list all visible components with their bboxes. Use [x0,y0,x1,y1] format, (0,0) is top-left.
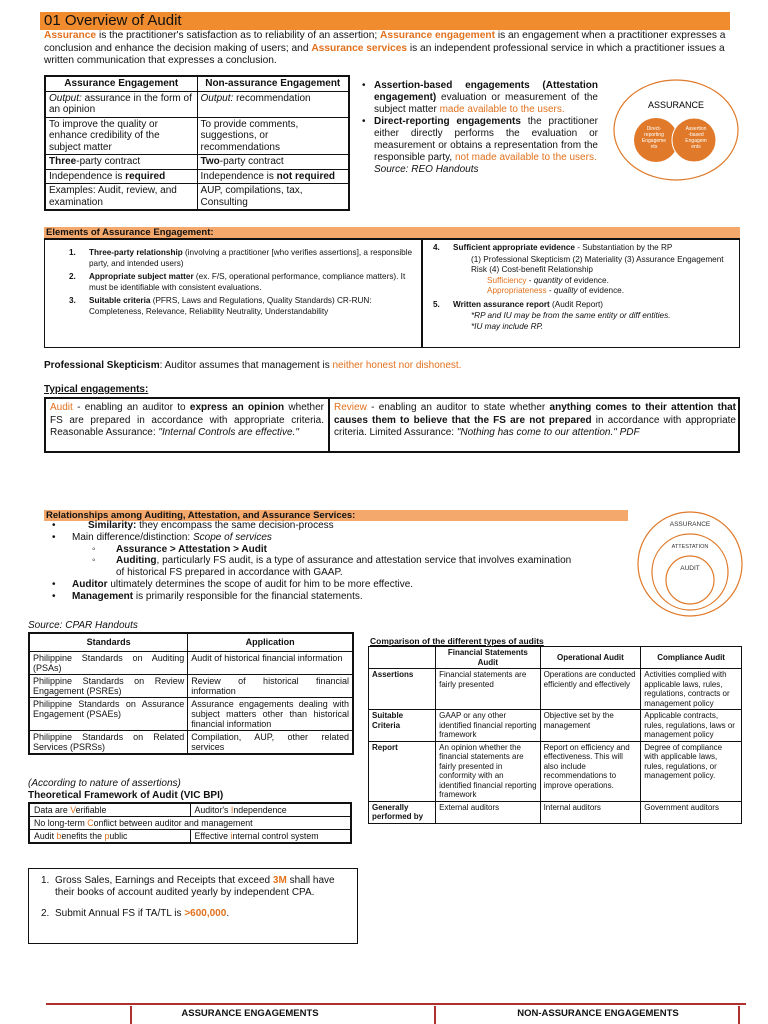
item-text: Gross Sales, Earnings and Receipts that exceed [55,875,273,886]
cell: An opinion whether the financial statements are fairly presented in conformity with an identified financial reporting framework [436,741,540,801]
cell: Effective internal control system [190,830,351,844]
cell-text: recommendation [233,92,311,104]
cell-text: -party contract [76,156,141,167]
table-row [369,710,742,742]
cell-text: assurance in the form of an opinion [49,92,192,115]
table-header: Application [188,633,353,651]
requirement-item [41,875,351,898]
page-title: 01 Overview of Audit [40,12,730,30]
cell: GAAP or any other identified financial reporting framework [436,710,540,742]
skepticism-line [44,360,461,372]
cell-bold: Two [200,156,220,167]
term-assurance-engagement: Assurance engagement [380,30,495,41]
element-detail [429,276,733,287]
table-header: Assurance Engagement [45,76,197,91]
cell: Philippine Standards on Assurance Engagement (PSAEs) [29,697,188,730]
item-bold: Written assurance report [453,299,550,309]
element-item [429,243,733,254]
table-row [45,169,349,184]
relationships-list [44,520,634,603]
cell-text: AUP, compilations, tax, Consulting [197,184,349,211]
inner-circle [666,556,714,604]
item-text: . [226,908,230,919]
text: in accordance with appropriate criteria. Limited Assurance: [334,414,736,438]
text: whether FS are prepared in accordance with appropriate criteria. Reasonable Assurance: [50,402,325,438]
list-item [44,591,634,603]
text-italic: "Internal Controls are effective." [158,427,299,438]
sub-item [44,544,634,556]
venn-left-label: Direct- [646,126,662,132]
typical-heading: Typical engagements: [44,384,149,395]
elements-heading: Elements of Assurance Engagement: [44,227,740,238]
item-number: 3. [69,296,76,305]
item-bold: Suitable criteria [89,296,151,305]
table-row [29,697,353,730]
list-item [44,520,634,532]
comparison-title: Comparison of the different types of audits [370,636,544,646]
table-row [45,91,349,117]
item-text: (PFRS, Laws and Regulations, Quality Standards) CR-RUN: Completeness, Relevance, Reliability Neutrality, Understandability [89,296,372,316]
item-text: Submit Annual FS if TA/TL is [55,908,185,919]
item-italic: Scope of services [193,531,272,543]
text-italic: "Nothing has come to our attention." PDF [456,427,640,438]
table-row [29,817,351,830]
item-text: (involving a practitioner [who verifies assertions], a responsible party, and intended users) [89,248,413,268]
table-row [369,741,742,801]
element-item [65,248,415,269]
detail-italic: quality [553,286,578,295]
intro-text: is an independent professional service in which a practitioner issues a written communication that expresses a conclusion. [44,42,725,66]
cell: Auditor's Independence [190,803,351,817]
venn-right-label: Engagem [685,138,707,144]
cell-bold: required [125,170,166,182]
output-label: Output: [49,92,82,104]
cell-bold: not required [276,170,336,182]
text: - enabling an auditor to [72,402,190,413]
table-row [369,669,742,710]
item-bold: Management [72,590,134,602]
item-bold: Appropriate subject matter [89,272,194,281]
table-row [29,830,351,844]
table-header: Operational Audit [540,647,641,669]
cell-text: To provide comments, suggestions, or recommendations [197,117,349,155]
framework-table [28,802,352,844]
elements-left [45,240,423,348]
table-row [29,803,351,817]
sub-item [44,555,634,567]
element-item [429,300,733,311]
item-bold: Auditor [72,578,108,590]
item-bold: Three-party relationship [89,248,183,257]
item-number: 2. [69,272,76,281]
element-detail [429,286,733,297]
table-header: Financial Statements Audit [436,647,540,669]
framework-title: Theoretical Framework of Audit (VIC BPI) [28,790,224,801]
item-number: 5. [433,299,440,309]
detail-highlight: Sufficiency [487,275,527,285]
venn-left-label: Engageme [641,138,667,144]
cell-text: Independence is [49,170,126,182]
table-row [45,184,349,211]
item-highlight: not made available to the users. [454,152,597,163]
table-row [29,674,353,697]
cell: Degree of compliance with applicable laws, rules, regulations, or management policy. [641,741,742,801]
intro-paragraph [44,30,744,68]
element-note: *RP and IU may be from the same entity or diff entities. [471,311,671,320]
cell: Philippine Standards on Review Engagement (PSREs) [29,674,188,697]
cell: Operations are conducted efficiently and effectively [540,669,641,710]
footer-right-label: NON-ASSURANCE ENGAGEMENTS [517,1008,679,1019]
item-text: they encompass the same decision-process [136,520,334,531]
engagement-types-list [362,80,598,176]
cell: Government auditors [641,801,742,823]
row-header: Generally performed by [369,801,436,823]
item-text: ultimately determines the scope of audit for him to be more effective. [107,578,414,590]
item-number: 2. [41,908,50,919]
elements-box [44,238,740,348]
item-text: Main difference/distinction: [72,531,193,543]
cell: Philippine Standards on Related Services (PSRSs) [29,730,188,754]
cell-text: -party contract [219,156,284,167]
standards-table [28,632,354,755]
venn-right-label: ents [691,144,701,150]
source-note: Source: REO Handouts [374,164,479,175]
detail-text: - [546,286,554,295]
cell-text: Independence is [200,170,277,182]
skepticism-highlight: neither honest nor dishonest. [332,360,462,371]
cell: Internal auditors [540,801,641,823]
cell: Objective set by the management [540,710,641,742]
audit-description [50,402,324,440]
text-bold: anything comes to their attention that causes them to believe that the FS are not prepared [334,402,736,426]
element-item [65,272,415,293]
intro-text: is an engagement when a practitioner expresses a conclusion and enhance the decision making of users; and [44,30,726,54]
requirement-item [41,908,351,920]
text: - enabling an auditor to state whether [366,402,550,413]
table-row [29,651,353,674]
cell: Audit of historical financial information [188,651,353,674]
footer-divider [434,1006,436,1024]
item-bold: Auditing [116,555,157,567]
list-item [44,532,634,544]
divider [328,399,330,451]
cell: Audit benefits the public [29,830,190,844]
skepticism-text: : Auditor assumes that management is [159,360,333,371]
detail-italic: quantity [533,275,563,285]
cell: Review of historical financial information [188,674,353,697]
requirements-box [28,868,358,944]
item-bold: Similarity: [88,520,137,531]
venn-left-label: nts [650,144,658,150]
output-label: Output: [200,92,234,104]
inner-label: AUDIT [680,565,700,572]
item-bold: Assurance > Attestation > Audit [116,543,267,555]
cell-text: Examples: Audit, review, and examination [45,184,197,211]
item-text: , particularly FS audit, is a type of assurance and attestation service that involves examination [156,555,572,567]
cell: Assurance engagements dealing with subject matters other than historical financial information [188,697,353,730]
item-text: is primarily responsible for the financial statements. [133,590,363,602]
item-text: - Substantiation by the RP [574,243,673,252]
row-header: Suitable Criteria [369,710,436,742]
term-assurance: Assurance [44,30,97,41]
cell: Compilation, AUP, other related services [188,730,353,754]
cell: Philippine Standards on Auditing (PSAs) [29,651,188,674]
table-header: Non-assurance Engagement [197,76,349,91]
skepticism-label: Professional Skepticism [44,360,160,371]
list-item [44,579,634,591]
item-text: evaluation or measurement of the subject matter [374,92,598,115]
detail-highlight: Appropriateness [487,286,547,295]
table-row [45,117,349,155]
intro-text: is the practitioner's satisfaction as to reliability of an assertion; [96,30,381,41]
cell: Applicable contracts, rules, regulations, laws or management policy [641,710,742,742]
list-item [362,116,598,176]
engagement-comparison-table [44,75,350,211]
review-term: Review [334,402,367,413]
list-item [362,80,598,116]
item-number: 1. [69,248,76,257]
footer-left-label: ASSURANCE ENGAGEMENTS [181,1008,319,1019]
element-item [65,296,415,317]
standards-source: Source: CPAR Handouts [28,620,138,631]
item-bold: Sufficient appropriate evidence [453,243,575,252]
middle-label: ATTESTATION [671,544,709,550]
table-header: Standards [29,633,188,651]
elements-right [425,240,739,332]
table-header [369,647,436,669]
item-text: (ex. F/S, operational performance, compliance matters). It must be identifiable with consistent evaluations. [89,272,406,292]
cell: No long-term Conflict between auditor and management [29,817,351,830]
typical-engagements-box [44,397,740,453]
venn-left-label: reporting [644,132,664,138]
row-header: Report [369,741,436,801]
assurance-concentric-diagram [636,508,744,618]
assurance-venn-diagram [612,78,740,182]
audit-comparison-table [368,646,742,824]
table-header: Compliance Audit [641,647,742,669]
detail-text: of evidence. [562,275,609,285]
framework-note: (According to nature of assertions) [28,778,181,789]
cell-bold: Three [49,156,77,167]
element-detail: (1) Professional Skepticism (2) Materiality (3) Assurance Engagement Risk (4) Cost-benefit Relationship [471,254,724,274]
item-text: the practitioner either directly performs the evaluation or measurement or obtains a representation from the responsible party, [374,116,598,163]
detail-text: - [526,275,534,285]
item-bold: Direct-reporting engagements [374,116,521,127]
item-text: shall have their books of account audited yearly by independent CPA. [55,875,335,898]
term-assurance-services: Assurance services [311,42,408,54]
review-description [334,402,736,440]
item-highlight: >600,000 [184,908,227,919]
cell: Data are Verifiable [29,803,190,817]
sub-item-continued: of historical FS prepared in accordance with GAAP. [116,567,343,579]
venn-right-label: Assertion [685,126,707,132]
relationships-heading: Relationships among Auditing, Attestation, and Assurance Services: [44,510,628,521]
item-number: 1. [41,875,50,886]
text-bold: express an opinion [189,402,285,413]
table-row [45,155,349,170]
table-row [29,730,353,754]
cell: Report on efficiency and effectiveness. This will also include recommendations to improve operations. [540,741,641,801]
item-bold: Assertion-based engagements (Attestation engagement) [374,80,598,103]
cell: Activities complied with applicable laws, rules, regulations, contracts or management policy [641,669,742,710]
audit-term: Audit [50,402,73,413]
item-highlight: 3M [272,875,287,886]
item-text: (Audit Report) [549,299,604,309]
cell: Financial statements are fairly presented [436,669,540,710]
cell-text: To improve the quality or enhance credibility of the subject matter [45,117,197,155]
table-row [369,801,742,823]
element-note: *IU may include RP. [471,321,544,331]
row-header: Assertions [369,669,436,710]
footer-line [46,1003,746,1005]
venn-right-label: -based [688,132,704,138]
item-number: 4. [433,243,440,252]
detail-text: of evidence. [577,286,625,295]
venn-title: ASSURANCE [647,100,705,110]
cell: External auditors [436,801,540,823]
item-highlight: made available to the users. [439,104,565,115]
outer-label: ASSURANCE [669,521,711,528]
